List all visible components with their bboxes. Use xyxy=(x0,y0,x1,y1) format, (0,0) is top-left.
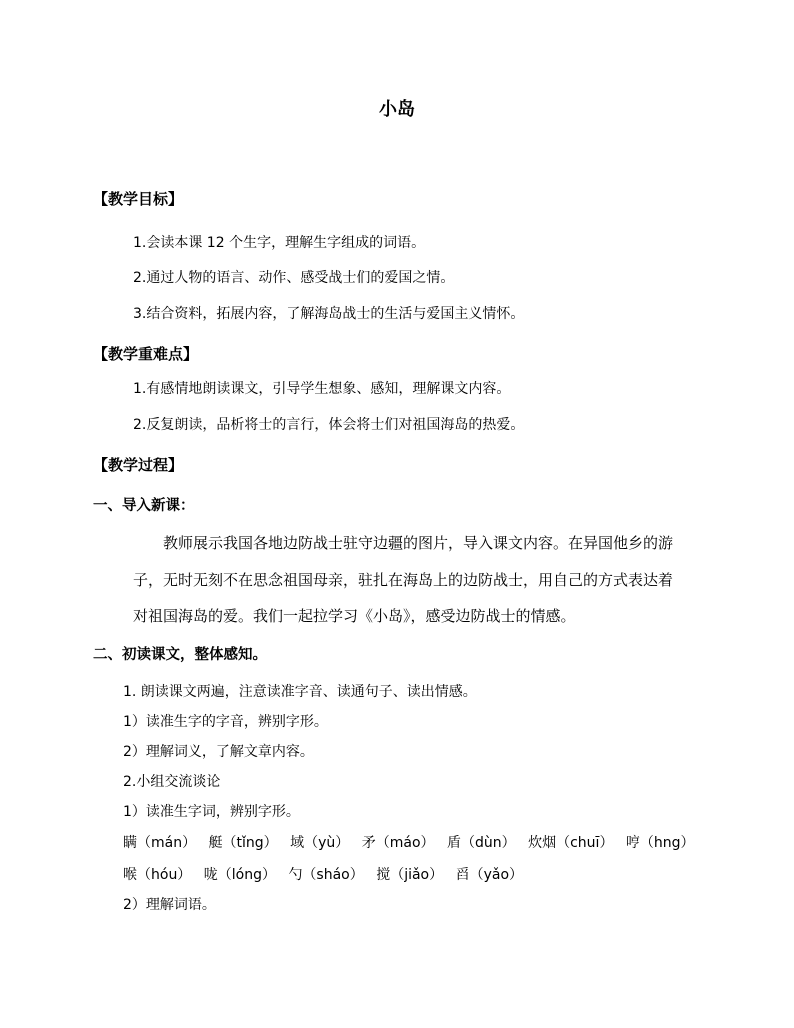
vocab-item: 喉（hóu） xyxy=(123,867,192,883)
vocab-item: 搅（jiǎo） xyxy=(376,867,444,883)
vocab-item: 勺（sháo） xyxy=(288,867,364,883)
part1-paragraph-line-1: 教师展示我国各地边防战士驻守边疆的图片，导入课文内容。在异国他乡的游 xyxy=(163,534,674,552)
vocab-item: 炊烟（chuī） xyxy=(528,835,614,851)
goal-item-2: 2.通过人物的语言、动作、感受战士们的爱国之情。 xyxy=(133,270,455,286)
key-points-heading: 【教学重难点】 xyxy=(93,345,199,363)
vocab-item: 盾（dùn） xyxy=(447,835,516,851)
part1-paragraph-line-3: 对祖国海岛的爱。我们一起拉学习《小岛》，感受边防战士的情感。 xyxy=(133,607,576,625)
part2-line-2: 1）读准生字的字音，辨别字形。 xyxy=(123,714,328,730)
vocab-item: 域（yù） xyxy=(290,835,350,851)
part2-heading: 二、初读课文，整体感知。 xyxy=(93,647,267,663)
vocab-item: 矛（máo） xyxy=(361,835,435,851)
vocab-item: 艇（tǐng） xyxy=(208,835,278,851)
process-heading: 【教学过程】 xyxy=(93,456,184,474)
part2-line-4: 2.小组交流谈论 xyxy=(123,774,221,790)
vocab-row-1 xyxy=(123,832,703,852)
part1-paragraph-line-2: 子，无时无刻不在思念祖国母亲，驻扎在海岛上的边防战士，用自己的方式表达着 xyxy=(133,571,674,589)
vocab-item: 哼（hng） xyxy=(625,835,695,851)
vocab-item: 舀（yǎo） xyxy=(455,867,524,883)
part2-line-1: 1. 朗读课文两遍，注意读准字音、读通句子、读出情感。 xyxy=(123,684,477,700)
key-point-item-2: 2.反复朗读，品析将士的言行，体会将士们对祖国海岛的热爱。 xyxy=(133,417,525,433)
goal-item-3: 3.结合资料，拓展内容，了解海岛战士的生活与爱国主义情怀。 xyxy=(133,306,525,322)
part2-last-line: 2）理解词语。 xyxy=(123,897,216,913)
page-title: 小岛 xyxy=(379,99,415,120)
part1-heading: 一、导入新课： xyxy=(93,498,195,514)
vocab-item: 瞒（mán） xyxy=(123,835,197,851)
key-point-item-1: 1.有感情地朗读课文，引导学生想象、感知，理解课文内容。 xyxy=(133,381,511,397)
vocab-row-2 xyxy=(123,864,703,884)
part2-line-5: 1）读准生字词，辨别字形。 xyxy=(123,804,300,820)
part2-line-3: 2）理解词义，了解文章内容。 xyxy=(123,744,314,760)
vocab-item: 咙（lóng） xyxy=(203,867,276,883)
goal-item-1: 1.会读本课 12 个生字，理解生字组成的词语。 xyxy=(133,235,426,251)
goals-heading: 【教学目标】 xyxy=(93,190,184,208)
